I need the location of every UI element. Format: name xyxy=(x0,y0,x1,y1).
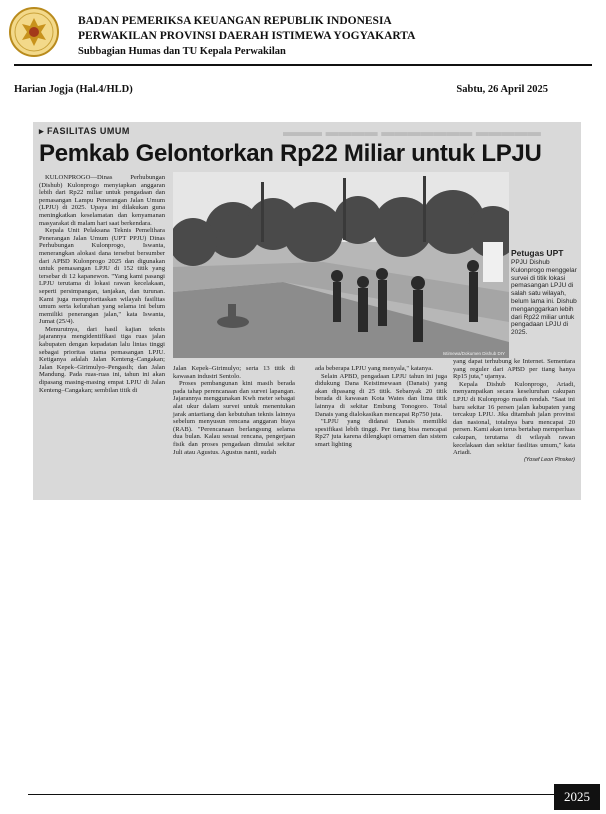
paragraph: Proses pembangunan kini masih berada pada tahap perencanaan dan survei lapangan. Jajarannya menggunakan Kwh meter sebagai alat ukur dalam survei untuk menentukan jarak antartiang dan kebutuhan teknis lainnya sebelum menyusun rencana anggaran biaya (RAB). "Perencanaan berlangsung selama dua bulan. Kalau sesuai rencana, pengerjaan fisik dan proses pengadaan dimulai sekitar Juli atau Agustus. Agustus nanti, sudah xyxy=(173,380,295,456)
paragraph: Jalan Kepek–Girimulyo; serta 13 titik di kawasan industri Sentolo. xyxy=(173,365,295,380)
paragraph: Kepala Unit Pelaksana Teknis Pemelihara Penerangan Jalan Umum (UPT PPJU) Dinas Perhubungan Kulonprogo, Iswanta, menerangkan alokasi dana tersebut bersumber dari APBD Kulonprogo 2025 dan digunakan untuk pemasangan LPJU di 152 titik yang tersebar di 12 kapanewon. "Yang kami pasangi LPJU terutama di lokasi rawan kecelakaan, seperti persimpangan, tanjakan, dan turunan. Kami juga memprioritaskan wilayah fasilitas umum serta kelurahan yang selama ini belum memiliki penerangan jalan," kata Iswanta, Jumat (25/4). xyxy=(39,227,165,326)
article-column-1 xyxy=(39,174,165,394)
paragraph: KULONPROGO—Dinas Perhubungan (Dishub) Kulonprogo menyiapkan anggaran lebih dari Rp22 miliar untuk pengadaan dan pemasangan Lampu Penerangan Jalan Umum (LPJU) di 2025. Upaya ini dilakukan guna meningkatkan keselamatan dan kenyamanan masyarakat di malam hari saat berkendara. xyxy=(39,174,165,227)
org-line-2: PERWAKILAN PROVINSI DAERAH ISTIMEWA YOGYAKARTA xyxy=(78,30,416,42)
garuda-emblem-icon xyxy=(8,6,60,58)
year-badge: 2025 xyxy=(554,784,600,810)
article-photo xyxy=(173,172,509,358)
paragraph: yang dapat terhubung ke Internet. Sementara yang reguler dari APBD per tiang hanya Rp15 juta," ujarnya. xyxy=(453,358,575,381)
publication-date: Sabtu, 26 April 2025 xyxy=(456,84,548,95)
newspaper-clipping xyxy=(33,122,581,500)
paragraph: Selain APBD, pengadaan LPJU tahun ini juga didukung Dana Keistimewaan (Danais) yang akan dipasang di 25 titik. Sebanyak 20 titik berada di kawasan Kota Wates dan lima titik lainnya di sekitar Embung Tonogoro. Total Danais yang dialokasikan mencapai Rp750 juta. xyxy=(315,372,447,418)
paragraph: Kepala Dishub Kulonprogo, Ariadi, menyampaikan secara keseluruhan cakupan LPJU di Kulonprogo masih rendah. "Saat ini baru sekitar 16 persen jalan kabupaten yang tercakup LPJU. Jika ditambah jalan provinsi dan nasional, totalnya baru mencapai 20 persen. Kami akan terus bertahap memperluas cakupan, terutama di wilayah rawan kecelakaan dan sekitar fasilitas umum," kata Ariadi. xyxy=(453,380,575,457)
article-headline: Pemkab Gelontorkan Rp22 Miliar untuk LPJU xyxy=(39,140,542,167)
article-column-2 xyxy=(173,365,295,456)
footer-rule xyxy=(28,794,576,795)
author-signature: (Yosef Leon Pinsker) xyxy=(523,456,575,463)
paragraph: "LPJU yang didanai Danais memiliki spesifikasi lebih tinggi. Per tiang bisa mencapai Rp27 juta karena dilengkapi ornamen dan sistem smart lighting xyxy=(315,418,447,448)
org-line-3: Subbagian Humas dan TU Kepala Perwakilan xyxy=(78,46,286,57)
organization-name xyxy=(78,14,415,59)
photo-credit: Istimewa/Dokumen Dishub DIY xyxy=(442,351,505,356)
street-scene-image xyxy=(173,172,509,358)
letterhead xyxy=(8,6,598,62)
bleed-through-text: ▬▬▬ ▬▬▬▬ ▬▬▬▬▬▬▬ ▬▬▬▬▬ xyxy=(283,124,541,139)
photo-caption xyxy=(511,248,577,337)
header-rule xyxy=(14,64,592,66)
article-column-4 xyxy=(453,358,575,464)
newspaper-source: Harian Jogja (Hal.4/HLD) xyxy=(14,84,133,95)
article-column-3 xyxy=(315,365,447,449)
caption-body: PPJU Dishub Kulonprogo menggelar survei di titik lokasi pemasangan LPJU di salah satu wilayah, belum lama ini. Dishub menganggarkan lebih dari Rp22 miliar untuk pengadaan LPJU di 2025. xyxy=(511,259,577,337)
paragraph: ada beberapa LPJU yang menyala," katanya. xyxy=(315,365,433,372)
org-line-1: BADAN PEMERIKSA KEUANGAN REPUBLIK INDONESIA xyxy=(78,15,392,27)
paragraph: Menurutnya, dari hasil kajian teknis jajarannya mengidentifikasi tiga ruas jalan kabupaten dengan kepadatan lalu lintas tinggi sebagai prioritas utama pemasangan LPJU. Ketiganya adalah Jalan Kenteng–Cangakan; Jalan Kepek–Girimulyo–Pengasih; dan Jalan Mandung. Pada ruas-ruas ini, tahun ini akan dipasang masing-masing empat LPJU di Jalan Kenteng–Cangakan; sembilan titik di xyxy=(39,325,165,394)
article-kicker: ▸ FASILITAS UMUM xyxy=(39,126,130,136)
caption-title: Petugas UPT xyxy=(511,248,564,258)
